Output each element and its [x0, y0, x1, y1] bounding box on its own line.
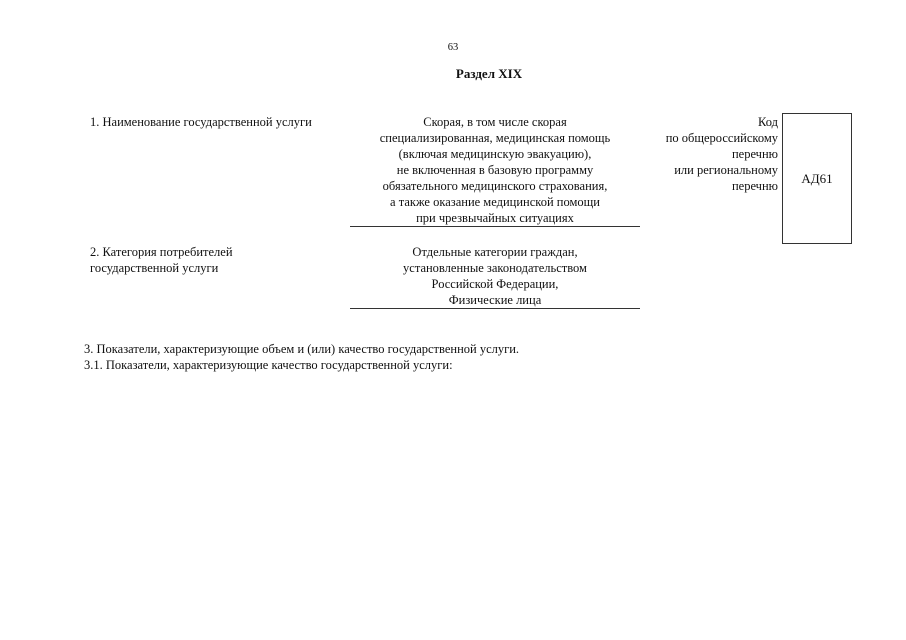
- service-name-line: не включенная в базовую программу: [396, 163, 594, 177]
- service-name-underline: [350, 226, 640, 227]
- consumer-category-value: [350, 244, 640, 308]
- code-label: [638, 114, 778, 194]
- consumer-category-label: [90, 244, 233, 276]
- code-label-line: перечню: [731, 147, 778, 161]
- consumer-category-label-line: 2. Категория потребителей: [90, 245, 233, 259]
- code-label-line: Код: [758, 115, 778, 129]
- consumer-category-underline: [350, 308, 640, 309]
- service-name-value: [350, 114, 640, 226]
- service-name-line: специализированная, медицинская помощь: [379, 131, 611, 145]
- page-number: 63: [447, 42, 459, 53]
- consumer-category-label-line: государственной услуги: [90, 261, 219, 275]
- code-value: АД61: [801, 170, 833, 186]
- section-title: Раздел XIX: [455, 66, 523, 81]
- indicators-heading: 3. Показатели, характеризующие объем и (или) качество государственной услуги.: [84, 342, 520, 356]
- service-name-line: при чрезвычайных ситуациях: [416, 211, 574, 225]
- service-name-line: а также оказание медицинской помощи: [390, 195, 600, 209]
- consumer-category-line: Физические лица: [448, 293, 542, 307]
- service-name-label: 1. Наименование государственной услуги: [90, 115, 312, 129]
- code-label-line: или региональному: [674, 163, 778, 177]
- consumer-category-line: установленные законодательством: [403, 261, 587, 275]
- consumer-category-line: Российской Федерации,: [431, 277, 559, 291]
- code-box: [782, 113, 852, 244]
- service-name-line: (включая медицинскую эвакуацию),: [398, 147, 592, 161]
- service-name-line: Скорая, в том числе скорая: [423, 115, 567, 129]
- code-label-line: по общероссийскому: [665, 131, 778, 145]
- code-label-line: перечню: [731, 179, 778, 193]
- service-name-line: обязательного медицинского страхования,: [382, 179, 608, 193]
- quality-indicators-heading: 3.1. Показатели, характеризующие качество государственной услуги:: [84, 358, 453, 372]
- consumer-category-line: Отдельные категории граждан,: [412, 245, 578, 259]
